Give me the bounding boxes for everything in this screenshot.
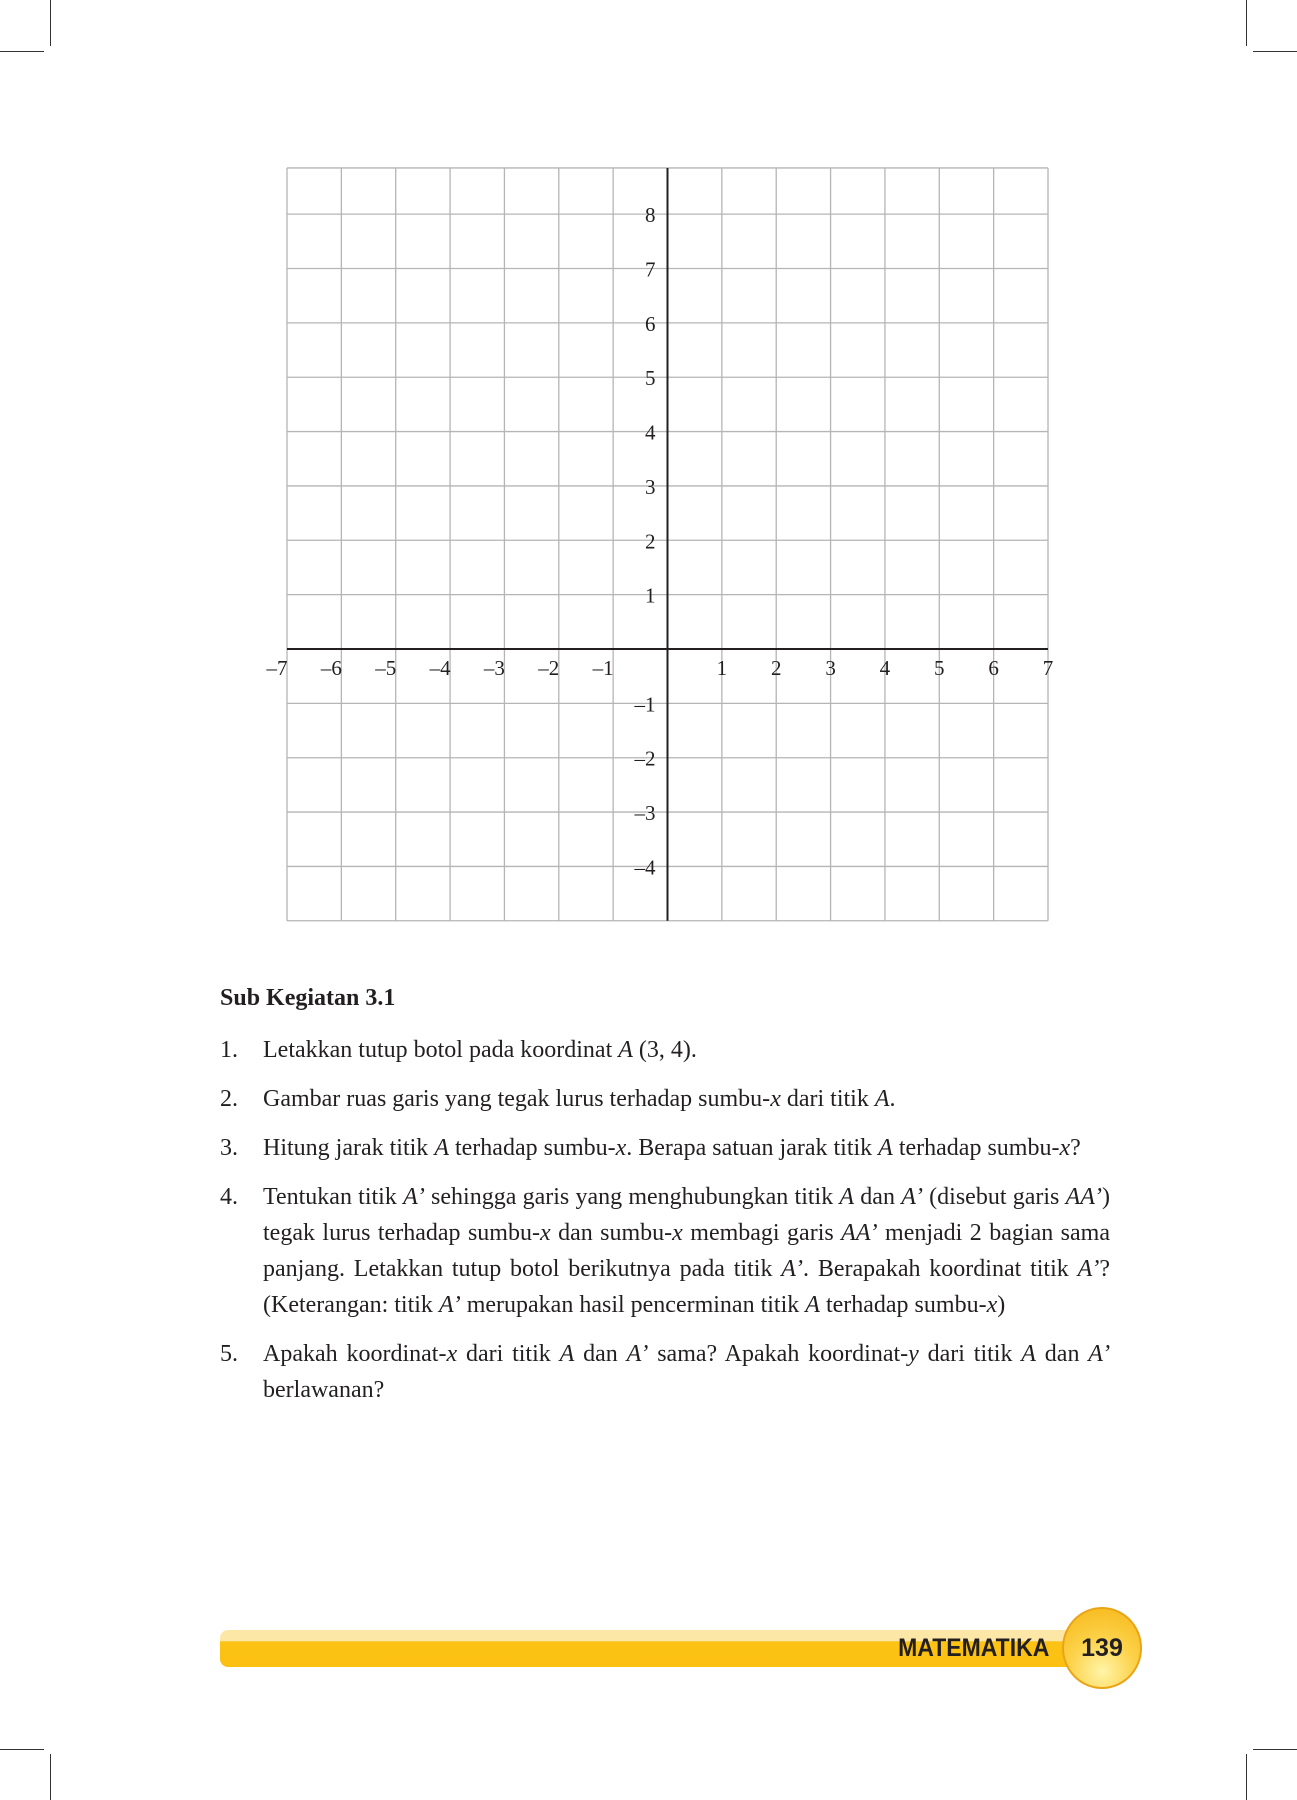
item-text: A [1021,1341,1036,1367]
item-text: sehingga garis yang menghubungkan titik [424,1184,840,1210]
item-text: berlawanan? [263,1377,385,1403]
item-text: dan [854,1184,902,1210]
item-text: merupakan hasil pencerminan titik [460,1292,806,1318]
x-tick-label: 4 [879,656,891,680]
item-text: x [615,1135,627,1161]
item-text: x [446,1341,458,1367]
list-item [220,1179,1110,1323]
item-text: A [618,1037,633,1063]
x-tick-label: –7 [266,656,288,680]
y-tick-label: –1 [634,692,656,717]
list-item [220,1336,1110,1408]
item-text: ? (Keterangan: titik [263,1256,1111,1318]
item-text: A’ [1088,1341,1111,1367]
list-item [220,1130,1110,1166]
item-text: A [839,1184,855,1210]
item-text: A’ [1077,1256,1100,1282]
x-tick-label: 1 [716,656,728,680]
item-text: A’ [781,1256,804,1282]
item-text: Tentukan titik [263,1184,404,1210]
crop-mark [0,1749,44,1750]
item-text: Letakkan tutup botol pada koordinat [263,1037,619,1063]
crop-mark [1246,1754,1247,1800]
item-text: A’ [626,1341,649,1367]
x-tick-label: 2 [770,656,782,680]
y-tick-label: 1 [645,583,656,608]
item-text: A’ [403,1184,425,1210]
item-text: A [434,1135,449,1161]
item-text: ? [1070,1135,1081,1161]
item-text: . [889,1086,896,1112]
y-tick-label: –3 [634,801,656,826]
x-tick-label: –3 [483,656,505,680]
x-tick-label: –1 [592,656,614,680]
list-item [220,1032,1110,1068]
item-text: A [878,1135,893,1161]
y-tick-label: –2 [634,746,656,771]
x-tick-label: 6 [988,656,999,680]
y-tick-label: 6 [645,311,656,336]
item-number: 4. [220,1184,238,1210]
item-text: AA’ [1065,1184,1103,1210]
item-number: 3. [220,1135,238,1161]
item-text: x [539,1220,551,1246]
y-tick-label: 4 [645,420,656,445]
item-text: dan [574,1341,627,1367]
item-text: A’ [901,1184,923,1210]
item-text: menjadi 2 bagian sama panjang. Letakkan tutup botol berikutnya pada titik [263,1220,1110,1282]
item-text: A’ [438,1292,461,1318]
item-text: A [805,1292,820,1318]
y-tick-label: –4 [634,855,656,880]
item-text: ) [997,1292,1006,1318]
y-tick-label: 7 [645,257,656,282]
x-tick-label: 5 [934,656,945,680]
item-text: terhadap sumbu- [448,1135,616,1161]
item-text: dari titik [918,1341,1022,1367]
x-tick-label: –2 [538,656,560,680]
item-text: AA’ [841,1220,878,1246]
item-number: 5. [220,1341,238,1367]
y-tick-label: 3 [645,474,656,499]
y-tick-label: 2 [645,529,656,554]
item-text: dari titik [780,1086,875,1112]
item-text: x [770,1086,781,1112]
item-text: dan [1035,1341,1089,1367]
crop-mark [50,1754,51,1800]
section-heading: Sub Kegiatan 3.1 [220,985,396,1011]
x-tick-label: 7 [1042,656,1054,680]
footer-book-title: MATEMATIKA [897,1634,1049,1662]
item-text: A [559,1341,575,1367]
item-number: 1. [220,1037,238,1063]
item-text: x [1059,1135,1071,1161]
item-text: dari titik [457,1341,560,1367]
x-tick-label: 3 [825,656,836,680]
item-text: . Berapakah koordinat titik [803,1256,1078,1282]
item-text: dan sumbu- [550,1220,673,1246]
item-text: x [986,1292,998,1318]
item-text: membagi garis [682,1220,842,1246]
x-tick-label: –4 [429,656,451,680]
page-number-badge: 139 [1062,1607,1142,1689]
item-text: y [908,1341,919,1367]
y-tick-label: 5 [645,366,656,391]
crop-mark [1253,1749,1297,1750]
item-number: 2. [220,1086,238,1112]
item-text: Hitung jarak titik [263,1135,435,1161]
item-text: ) tegak lurus terhadap sumbu- [263,1184,1111,1246]
y-tick-label: 8 [645,203,656,228]
item-text: terhadap sumbu- [819,1292,987,1318]
item-text: Gambar ruas garis yang tegak lurus terhadap sumbu- [263,1086,771,1112]
item-text: terhadap sumbu- [892,1135,1060,1161]
item-text: sama? Apakah koordinat- [648,1341,909,1367]
list-item [220,1081,1110,1117]
item-text: (disebut garis [922,1184,1066,1210]
item-text: Apakah koordinat- [263,1341,447,1367]
item-text: (3, 4). [632,1037,697,1063]
item-text: A [874,1086,890,1112]
instruction-list [220,1032,1110,1421]
x-tick-label: –5 [375,656,397,680]
x-tick-label: –6 [320,656,342,680]
item-text: x [672,1220,683,1246]
item-text: . Berapa satuan jarak titik [626,1135,879,1161]
